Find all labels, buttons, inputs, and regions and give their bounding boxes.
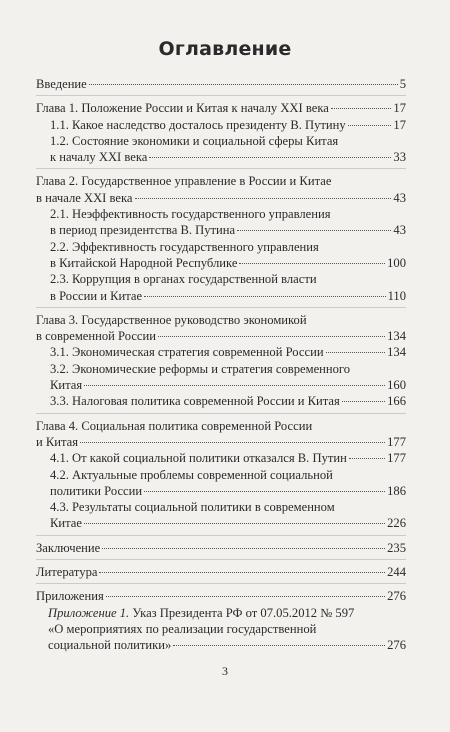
entry-page: 244 <box>387 565 406 580</box>
toc-entry-2-3[interactable] <box>50 271 406 304</box>
table-of-contents <box>36 76 406 661</box>
leader-dots <box>237 230 391 231</box>
leader-dots <box>89 84 398 85</box>
leader-dots <box>84 385 385 386</box>
toc-section-chapter-2 <box>36 173 406 307</box>
leader-dots <box>144 296 385 297</box>
entry-title-line-3: социальной политики» <box>48 638 172 653</box>
entry-title: Глава 1. Положение России и Китая к началу XXI века <box>36 101 329 116</box>
leader-dots <box>135 198 392 199</box>
entry-title: Заключение <box>36 540 101 555</box>
toc-entry-3-2[interactable] <box>50 361 406 394</box>
entry-title-line-1: Глава 3. Государственное руководство экономикой <box>36 312 307 327</box>
appendix-label: Приложение 1. <box>48 605 130 620</box>
entry-title-line-2: и Китая <box>36 434 79 449</box>
entry-page: 160 <box>387 378 406 393</box>
entry-page: 226 <box>387 516 406 531</box>
entry-title: 1.1. Какое наследство досталось президенту В. Путину <box>50 117 346 132</box>
entry-title: 3.3. Налоговая политика современной России и Китая <box>50 394 340 409</box>
entry-page: 276 <box>387 589 406 604</box>
entry-title-line-1: 1.2. Состояние экономики и социальной сферы Китая <box>50 133 339 148</box>
leader-dots <box>326 352 386 353</box>
entry-page: 166 <box>387 394 406 409</box>
toc-entry-chapter-1[interactable] <box>36 100 406 116</box>
toc-section-chapter-4 <box>36 418 406 536</box>
toc-entry-chapter-4[interactable] <box>36 418 406 451</box>
entry-title-line-1: 4.3. Результаты социальной политики в современном <box>50 500 335 515</box>
entry-page: 110 <box>387 288 406 303</box>
leader-dots <box>173 645 385 646</box>
entry-title-line-2: к началу XXI века <box>50 150 148 165</box>
entry-page: 186 <box>387 483 406 498</box>
toc-entry-4-2[interactable] <box>50 467 406 500</box>
toc-entry-appendices[interactable] <box>36 588 406 604</box>
entry-page: 100 <box>387 255 406 270</box>
toc-section-chapter-3 <box>36 312 406 414</box>
entry-page: 177 <box>387 451 406 466</box>
leader-dots <box>342 401 385 402</box>
page-number: 3 <box>222 664 228 678</box>
entry-title-line-1: 2.1. Неэффективность государственного управления <box>50 207 331 222</box>
toc-section-literature <box>36 564 406 584</box>
leader-dots <box>331 108 392 109</box>
entry-title-line-2: в Китайской Народной Республике <box>50 255 238 270</box>
entry-title-line-2: в современной России <box>36 329 156 344</box>
entry-title-line-2: в начале XXI века <box>36 190 133 205</box>
entry-page: 5 <box>399 77 406 91</box>
leader-dots <box>99 572 385 573</box>
leader-dots <box>84 523 385 524</box>
leader-dots <box>102 548 385 549</box>
toc-entry-intro[interactable] <box>36 76 406 92</box>
toc-entry-2-2[interactable] <box>50 239 406 272</box>
entry-page: 235 <box>387 540 406 555</box>
toc-entry-4-3[interactable] <box>50 499 406 532</box>
entry-title-line-1: Глава 4. Социальная политика современной России <box>36 418 313 433</box>
entry-title-line-2: в России и Китае <box>50 288 143 303</box>
entry-title: Введение <box>36 77 87 91</box>
entry-page: 43 <box>393 190 406 205</box>
toc-section-conclusion <box>36 540 406 560</box>
entry-page: 33 <box>393 150 406 165</box>
page-title: Оглавление <box>158 38 292 60</box>
entry-title: 3.1. Экономическая стратегия современной России <box>50 345 324 360</box>
toc-entry-3-3[interactable] <box>50 393 406 409</box>
toc-section-intro <box>36 76 406 96</box>
entry-page: 17 <box>393 117 406 132</box>
leader-dots <box>106 596 385 597</box>
entry-page: 43 <box>393 223 406 238</box>
entry-title-line-1: 3.2. Экономические реформы и стратегия современного <box>50 361 351 376</box>
entry-title: 4.1. От какой социальной политики отказался В. Путин <box>50 451 347 466</box>
leader-dots <box>349 458 385 459</box>
entry-title-line-2: Китае <box>50 516 82 531</box>
entry-page: 17 <box>393 101 406 116</box>
toc-entry-3-1[interactable] <box>50 344 406 360</box>
toc-section-appendices <box>36 588 406 656</box>
leader-dots <box>158 336 385 337</box>
entry-title-line-1: 4.2. Актуальные проблемы современной социальной <box>50 467 333 482</box>
toc-entry-chapter-3[interactable] <box>36 312 406 345</box>
entry-title-line-2: «О мероприятиях по реализации государственной <box>48 621 317 636</box>
leader-dots <box>239 263 385 264</box>
toc-entry-1-2[interactable] <box>50 133 406 166</box>
leader-dots <box>348 125 392 126</box>
entry-title-line-1: 2.2. Эффективность государственного управления <box>50 239 319 254</box>
entry-title-line-1: Глава 2. Государственное управление в России и Китае <box>36 174 332 189</box>
leader-dots <box>149 157 391 158</box>
entry-page: 134 <box>387 329 406 344</box>
leader-dots <box>80 442 385 443</box>
entry-title: Приложения <box>36 589 104 604</box>
toc-entry-appendix-1[interactable] <box>48 605 406 654</box>
entry-title: Литература <box>36 565 98 580</box>
entry-title-line-1: Указ Президента РФ от 07.05.2012 № 597 <box>129 605 355 620</box>
entry-page: 134 <box>387 345 406 360</box>
toc-entry-literature[interactable] <box>36 564 406 580</box>
entry-title-line-2: Китая <box>50 378 83 393</box>
toc-entry-2-1[interactable] <box>50 206 406 239</box>
toc-section-chapter-1 <box>36 100 406 169</box>
toc-entry-chapter-2[interactable] <box>36 173 406 206</box>
entry-title-line-2: политики России <box>50 483 143 498</box>
entry-title-line-2: в период президентства В. Путина <box>50 223 236 238</box>
entry-title-line-1: 2.3. Коррупция в органах государственной власти <box>50 272 317 287</box>
toc-entry-4-1[interactable] <box>50 450 406 466</box>
toc-entry-conclusion[interactable] <box>36 540 406 556</box>
toc-entry-1-1[interactable] <box>50 117 406 133</box>
leader-dots <box>144 491 385 492</box>
entry-page: 177 <box>387 434 406 449</box>
entry-page: 276 <box>387 638 406 653</box>
